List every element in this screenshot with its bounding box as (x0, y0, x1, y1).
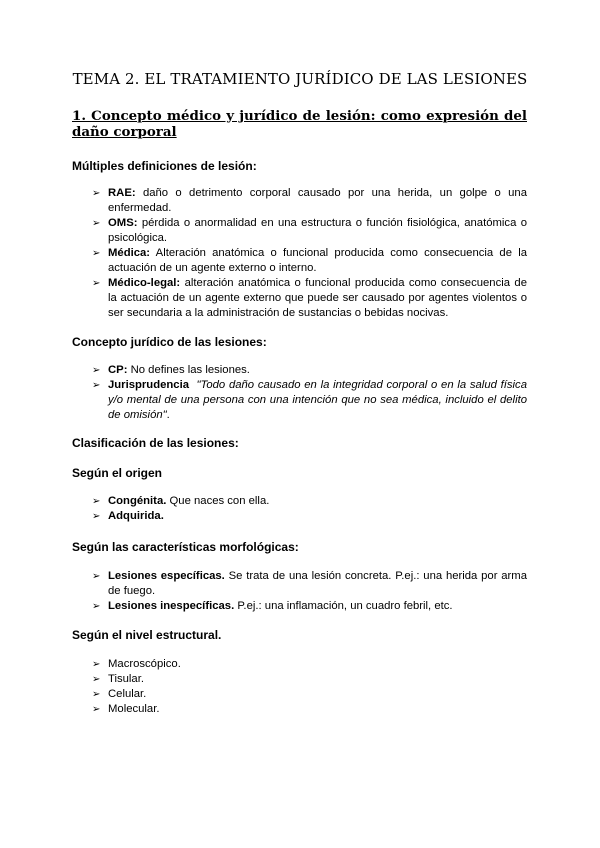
term-label: OMS: (108, 217, 138, 229)
arrow-bullet-icon: ➢ (92, 278, 101, 289)
item-text: Molecular. (108, 703, 160, 715)
list-item (92, 494, 527, 509)
list-item (92, 702, 527, 717)
item-text: Celular. (108, 688, 147, 700)
term-label: Jurisprudencia (108, 379, 189, 391)
subheading-estructural: Según el nivel estructural. (72, 628, 222, 642)
arrow-bullet-icon: ➢ (92, 704, 101, 715)
term-label: RAE: (108, 187, 136, 199)
list-item (92, 246, 527, 276)
definiciones-list (92, 186, 527, 321)
term-description: Que naces con ella. (166, 495, 270, 507)
list-item (92, 687, 527, 702)
term-description: P.ej.: una inflamación, un cuadro febril, etc. (234, 600, 453, 612)
term-description: alteración anatómica o funcional producida como consecuencia de la actuación de un agente externo que puede ser causado por agentes violentos o ser secundaria a la administración de sustancias o bebidas nocivas. (108, 277, 527, 319)
term-label: Adquirida. (108, 510, 164, 522)
quote-tail: . (166, 409, 170, 421)
list-item (92, 569, 527, 599)
document-title: TEMA 2. EL TRATAMIENTO JURÍDICO DE LAS LESIONES (72, 70, 528, 88)
arrow-bullet-icon: ➢ (92, 689, 101, 700)
origen-list (92, 494, 527, 524)
item-text: Macroscópico. (108, 658, 181, 670)
subheading-origen: Según el origen (72, 466, 163, 480)
jurisprudencia-quote: "Todo daño causado en la integridad corporal o en la salud física y/o mental de una persona con una intención que no sea médica, incluido el delito de omisión" (108, 379, 527, 421)
arrow-bullet-icon: ➢ (92, 571, 101, 582)
list-item (92, 363, 527, 378)
term-label: Congénita. (108, 495, 167, 507)
list-item (92, 599, 527, 614)
arrow-bullet-icon: ➢ (92, 496, 101, 507)
term-description: No defines las lesiones. (127, 364, 250, 376)
list-item (92, 276, 527, 321)
term-label: Médico-legal: (108, 277, 181, 289)
term-description: Se trata de una lesión concreta. P.ej.: una herida por arma de fuego. (108, 570, 527, 597)
arrow-bullet-icon: ➢ (92, 601, 101, 612)
arrow-bullet-icon: ➢ (92, 659, 101, 670)
list-item (92, 672, 527, 687)
list-item (92, 509, 527, 524)
list-item (92, 186, 527, 216)
subheading-concepto-juridico: Concepto jurídico de las lesiones: (72, 335, 267, 349)
list-item (92, 657, 527, 672)
list-item (92, 378, 527, 423)
term-description: daño o detrimento corporal causado por una herida, un golpe o una enfermedad. (108, 187, 527, 214)
arrow-bullet-icon: ➢ (92, 380, 101, 391)
term-description: pérdida o anormalidad en una estructura o función fisiológica, anatómica o psicológica. (108, 217, 527, 244)
arrow-bullet-icon: ➢ (92, 218, 101, 229)
term-label: CP: (108, 364, 128, 376)
term-label: Médica: (108, 247, 151, 259)
estructural-list (92, 657, 527, 717)
arrow-bullet-icon: ➢ (92, 674, 101, 685)
list-item (92, 216, 527, 246)
arrow-bullet-icon: ➢ (92, 188, 101, 199)
juridico-list (92, 363, 527, 423)
subheading-clasificacion: Clasificación de las lesiones: (72, 436, 239, 450)
arrow-bullet-icon: ➢ (92, 365, 101, 376)
section-heading-1: 1. Concepto médico y jurídico de lesión: como expresión del daño corporal (72, 108, 527, 140)
item-text: Tisular. (108, 673, 144, 685)
morfologicas-list (92, 569, 527, 614)
arrow-bullet-icon: ➢ (92, 248, 101, 259)
term-description: Alteración anatómica o funcional producida como consecuencia de la actuación de un agente externo o interno. (108, 247, 527, 274)
term-label: Lesiones específicas. (108, 570, 225, 582)
subheading-morfologicas: Según las características morfológicas: (72, 540, 299, 554)
subheading-definiciones: Múltiples definiciones de lesión: (72, 159, 257, 173)
arrow-bullet-icon: ➢ (92, 511, 101, 522)
term-label: Lesiones inespecíficas. (108, 600, 235, 612)
